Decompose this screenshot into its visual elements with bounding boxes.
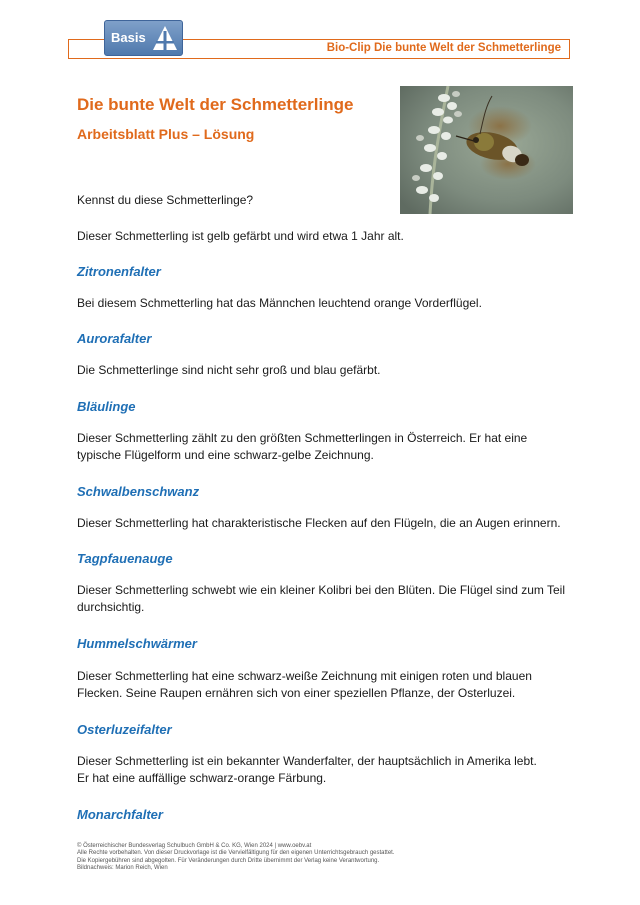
clue-6 <box>77 582 565 616</box>
answer-5: Tagpfauenauge <box>77 551 173 566</box>
clue-text-line: Dieser Schmetterling hat charakteristische Flecken auf den Flügeln, die an Augen erinnern. <box>77 516 561 530</box>
footer-line: © Österreichischer Bundesverlag Schulbuch GmbH & Co. KG, Wien 2024 | www.oebv.at <box>77 843 312 849</box>
basis-logo <box>104 20 183 56</box>
footer-copyright <box>77 843 395 872</box>
footer-line: Alle Rechte vorbehalten. Von dieser Druckvorlage ist die Vervielfältigung für den eigenen Unterrichtsgebrauch gestattet. <box>77 850 395 857</box>
answer-3: Bläulinge <box>77 399 136 414</box>
clue-1 <box>77 228 404 245</box>
clue-text-line: Er hat eine auffällige schwarz-orange Färbung. <box>77 771 327 785</box>
clue-text-line: Dieser Schmetterling ist ein bekannter Wanderfalter, der hauptsächlich in Amerika lebt. <box>77 754 537 768</box>
hummingbird-hawk-moth-photo <box>400 86 573 214</box>
clue-text-line: Die Schmetterlinge sind nicht sehr groß und blau gefärbt. <box>77 363 381 377</box>
clue-4 <box>77 430 527 464</box>
logo-text: Basis <box>111 30 146 45</box>
answer-2: Aurorafalter <box>77 331 152 346</box>
clue-text-line: Dieser Schmetterling schwebt wie ein kleiner Kolibri bei den Blüten. Die Flügel sind zum Teil <box>77 583 566 597</box>
clue-text-line: Dieser Schmetterling hat eine schwarz-weiße Zeichnung mit einigen roten und blauen <box>77 669 532 683</box>
clue-text-line: Bei diesem Schmetterling hat das Männchen leuchtend orange Vorderflügel. <box>77 296 482 310</box>
clue-text-line: typische Flügelform und eine schwarz-gelbe Zeichnung. <box>77 448 374 462</box>
clue-3 <box>77 362 381 379</box>
clue-2 <box>77 295 482 312</box>
clue-5 <box>77 515 561 532</box>
answer-1: Zitronenfalter <box>77 264 161 279</box>
clue-text-line: durchsichtig. <box>77 600 145 614</box>
clue-8 <box>77 753 537 787</box>
page-title: Die bunte Welt der Schmetterlinge <box>77 95 354 114</box>
clue-text-line: Dieser Schmetterling ist gelb gefärbt und wird etwa 1 Jahr alt. <box>77 229 404 243</box>
intro-question: Kennst du diese Schmetterlinge? <box>77 193 254 207</box>
answer-4: Schwalbenschwanz <box>77 484 200 499</box>
page-subtitle: Arbeitsblatt Plus – Lösung <box>77 126 255 142</box>
footer-line: Die Kopiergebühren sind abgegolten. Für Veränderungen durch Dritte übernimmt der Verlag keine Verantwortung. <box>77 857 380 864</box>
clue-7 <box>77 668 532 702</box>
answer-6: Hummelschwärmer <box>77 636 197 651</box>
clue-text-line: Dieser Schmetterling zählt zu den größten Schmetterlingen in Österreich. Er hat eine <box>77 431 528 445</box>
answer-7: Osterluzeifalter <box>77 722 172 737</box>
header-title: Bio-Clip Die bunte Welt der Schmetterlinge <box>326 42 561 54</box>
clue-text-line: Flecken. Seine Raupen ernähren sich von einer speziellen Pflanze, der Osterluzei. <box>77 686 516 700</box>
footer-line: Bildnachweis: Marion Reich, Wien <box>77 864 168 871</box>
pyramid-icon <box>152 25 178 51</box>
answer-8: Monarchfalter <box>77 807 163 822</box>
